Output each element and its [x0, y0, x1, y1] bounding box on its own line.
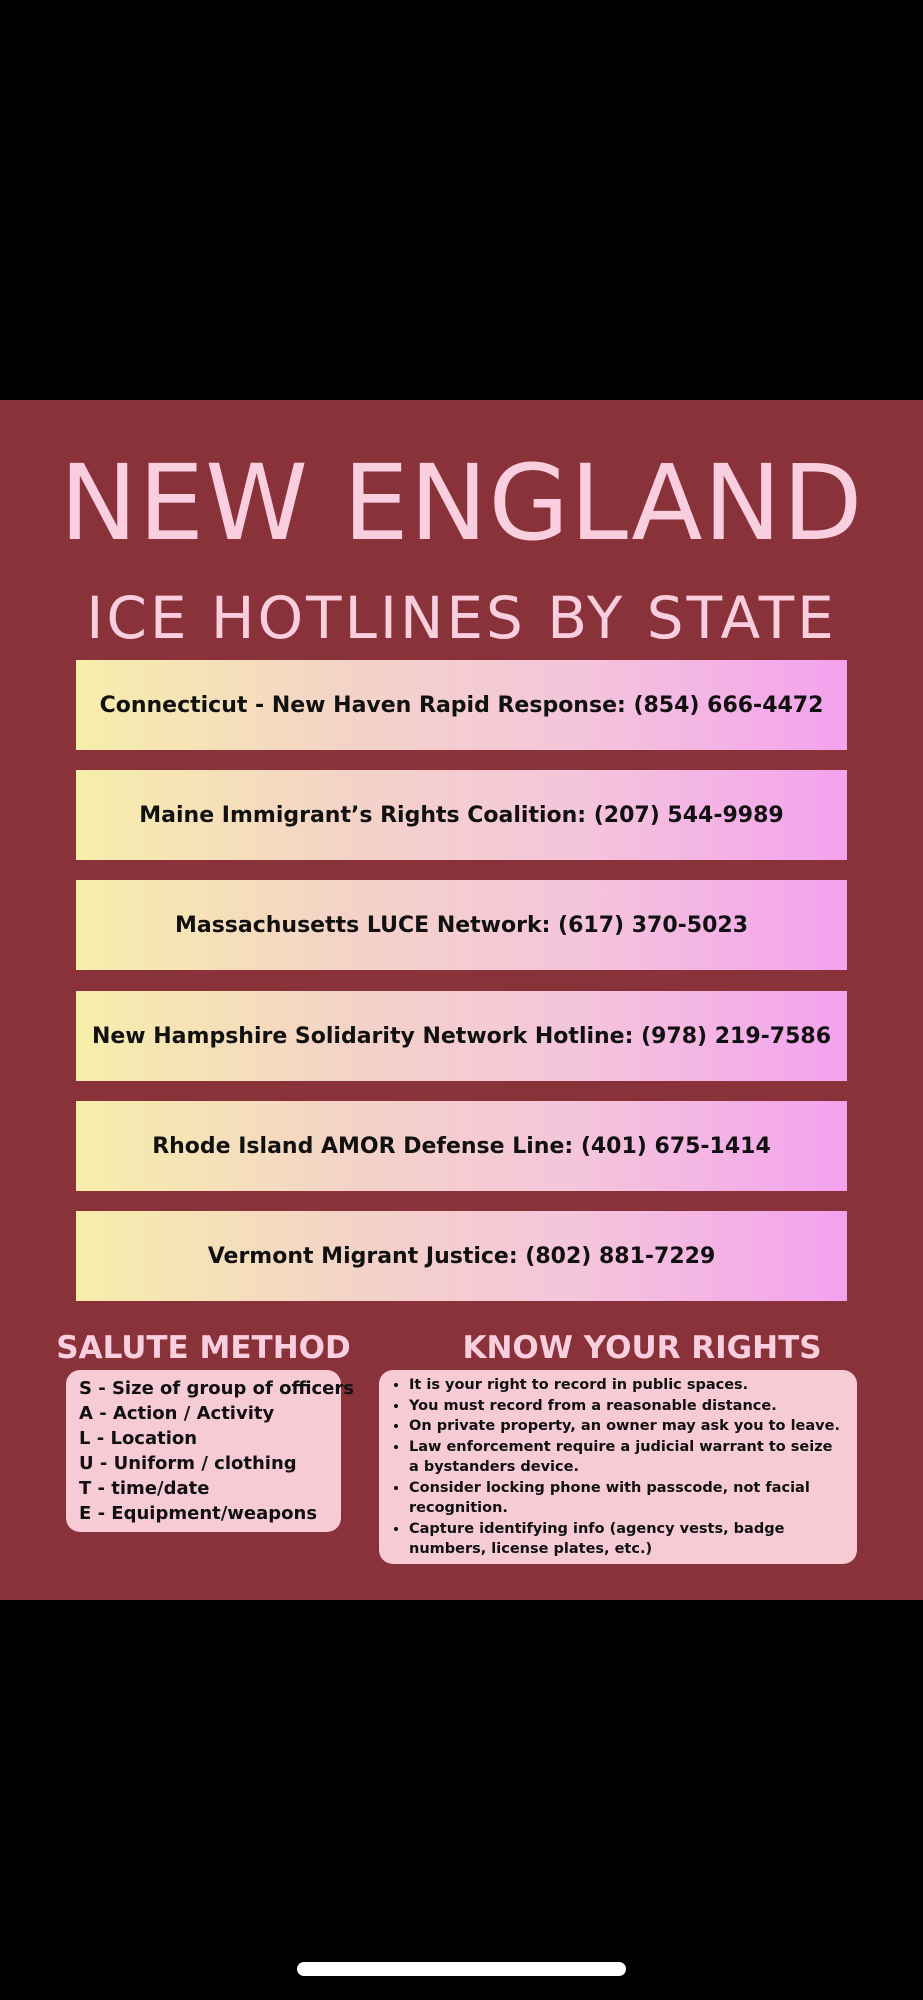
hotline-new-hampshire: New Hampshire Solidarity Network Hotline: (978) 219-7586 [76, 991, 847, 1081]
rights-list [379, 1370, 857, 1560]
rights-item: • Consider locking phone with passcode, not facial recognition. [409, 1478, 847, 1519]
rights-item: • Capture identifying info (agency vests, badge numbers, license plates, etc.) [409, 1519, 847, 1560]
salute-item: A - Action / Activity [79, 1403, 275, 1424]
hotline-rhode-island: Rhode Island AMOR Defense Line: (401) 675-1414 [76, 1101, 847, 1191]
rights-item: • You must record from a reasonable distance. [409, 1396, 847, 1417]
home-indicator[interactable] [297, 1962, 626, 1976]
salute-method-heading: SALUTE METHOD [56, 1330, 351, 1366]
know-your-rights-box [379, 1370, 857, 1564]
salute-list [66, 1370, 354, 1526]
salute-item: L - Location [79, 1428, 198, 1449]
salute-method-box [66, 1370, 354, 1532]
hotline-vermont: Vermont Migrant Justice: (802) 881-7229 [76, 1211, 847, 1301]
hotline-maine: Maine Immigrant’s Rights Coalition: (207) 544-9989 [76, 770, 847, 860]
know-your-rights-heading: KNOW YOUR RIGHTS [462, 1330, 822, 1366]
poster-subtitle: ICE HOTLINES BY STATE [86, 584, 837, 652]
poster-title: NEW ENGLAND [59, 442, 864, 564]
rights-item: • It is your right to record in public spaces. [409, 1375, 847, 1396]
rights-item: • On private property, an owner may ask you to leave. [409, 1416, 847, 1437]
salute-item: U - Uniform / clothing [79, 1453, 297, 1474]
hotline-massachusetts: Massachusetts LUCE Network: (617) 370-5023 [76, 880, 847, 970]
hotline-connecticut: Connecticut - New Haven Rapid Response: (854) 666-4472 [76, 660, 847, 750]
rights-item: • Law enforcement require a judicial warrant to seize a bystanders device. [409, 1437, 847, 1478]
salute-item: T - time/date [79, 1478, 210, 1499]
salute-item: S - Size of group of officers [79, 1378, 354, 1399]
salute-item: E - Equipment/weapons [79, 1503, 318, 1524]
